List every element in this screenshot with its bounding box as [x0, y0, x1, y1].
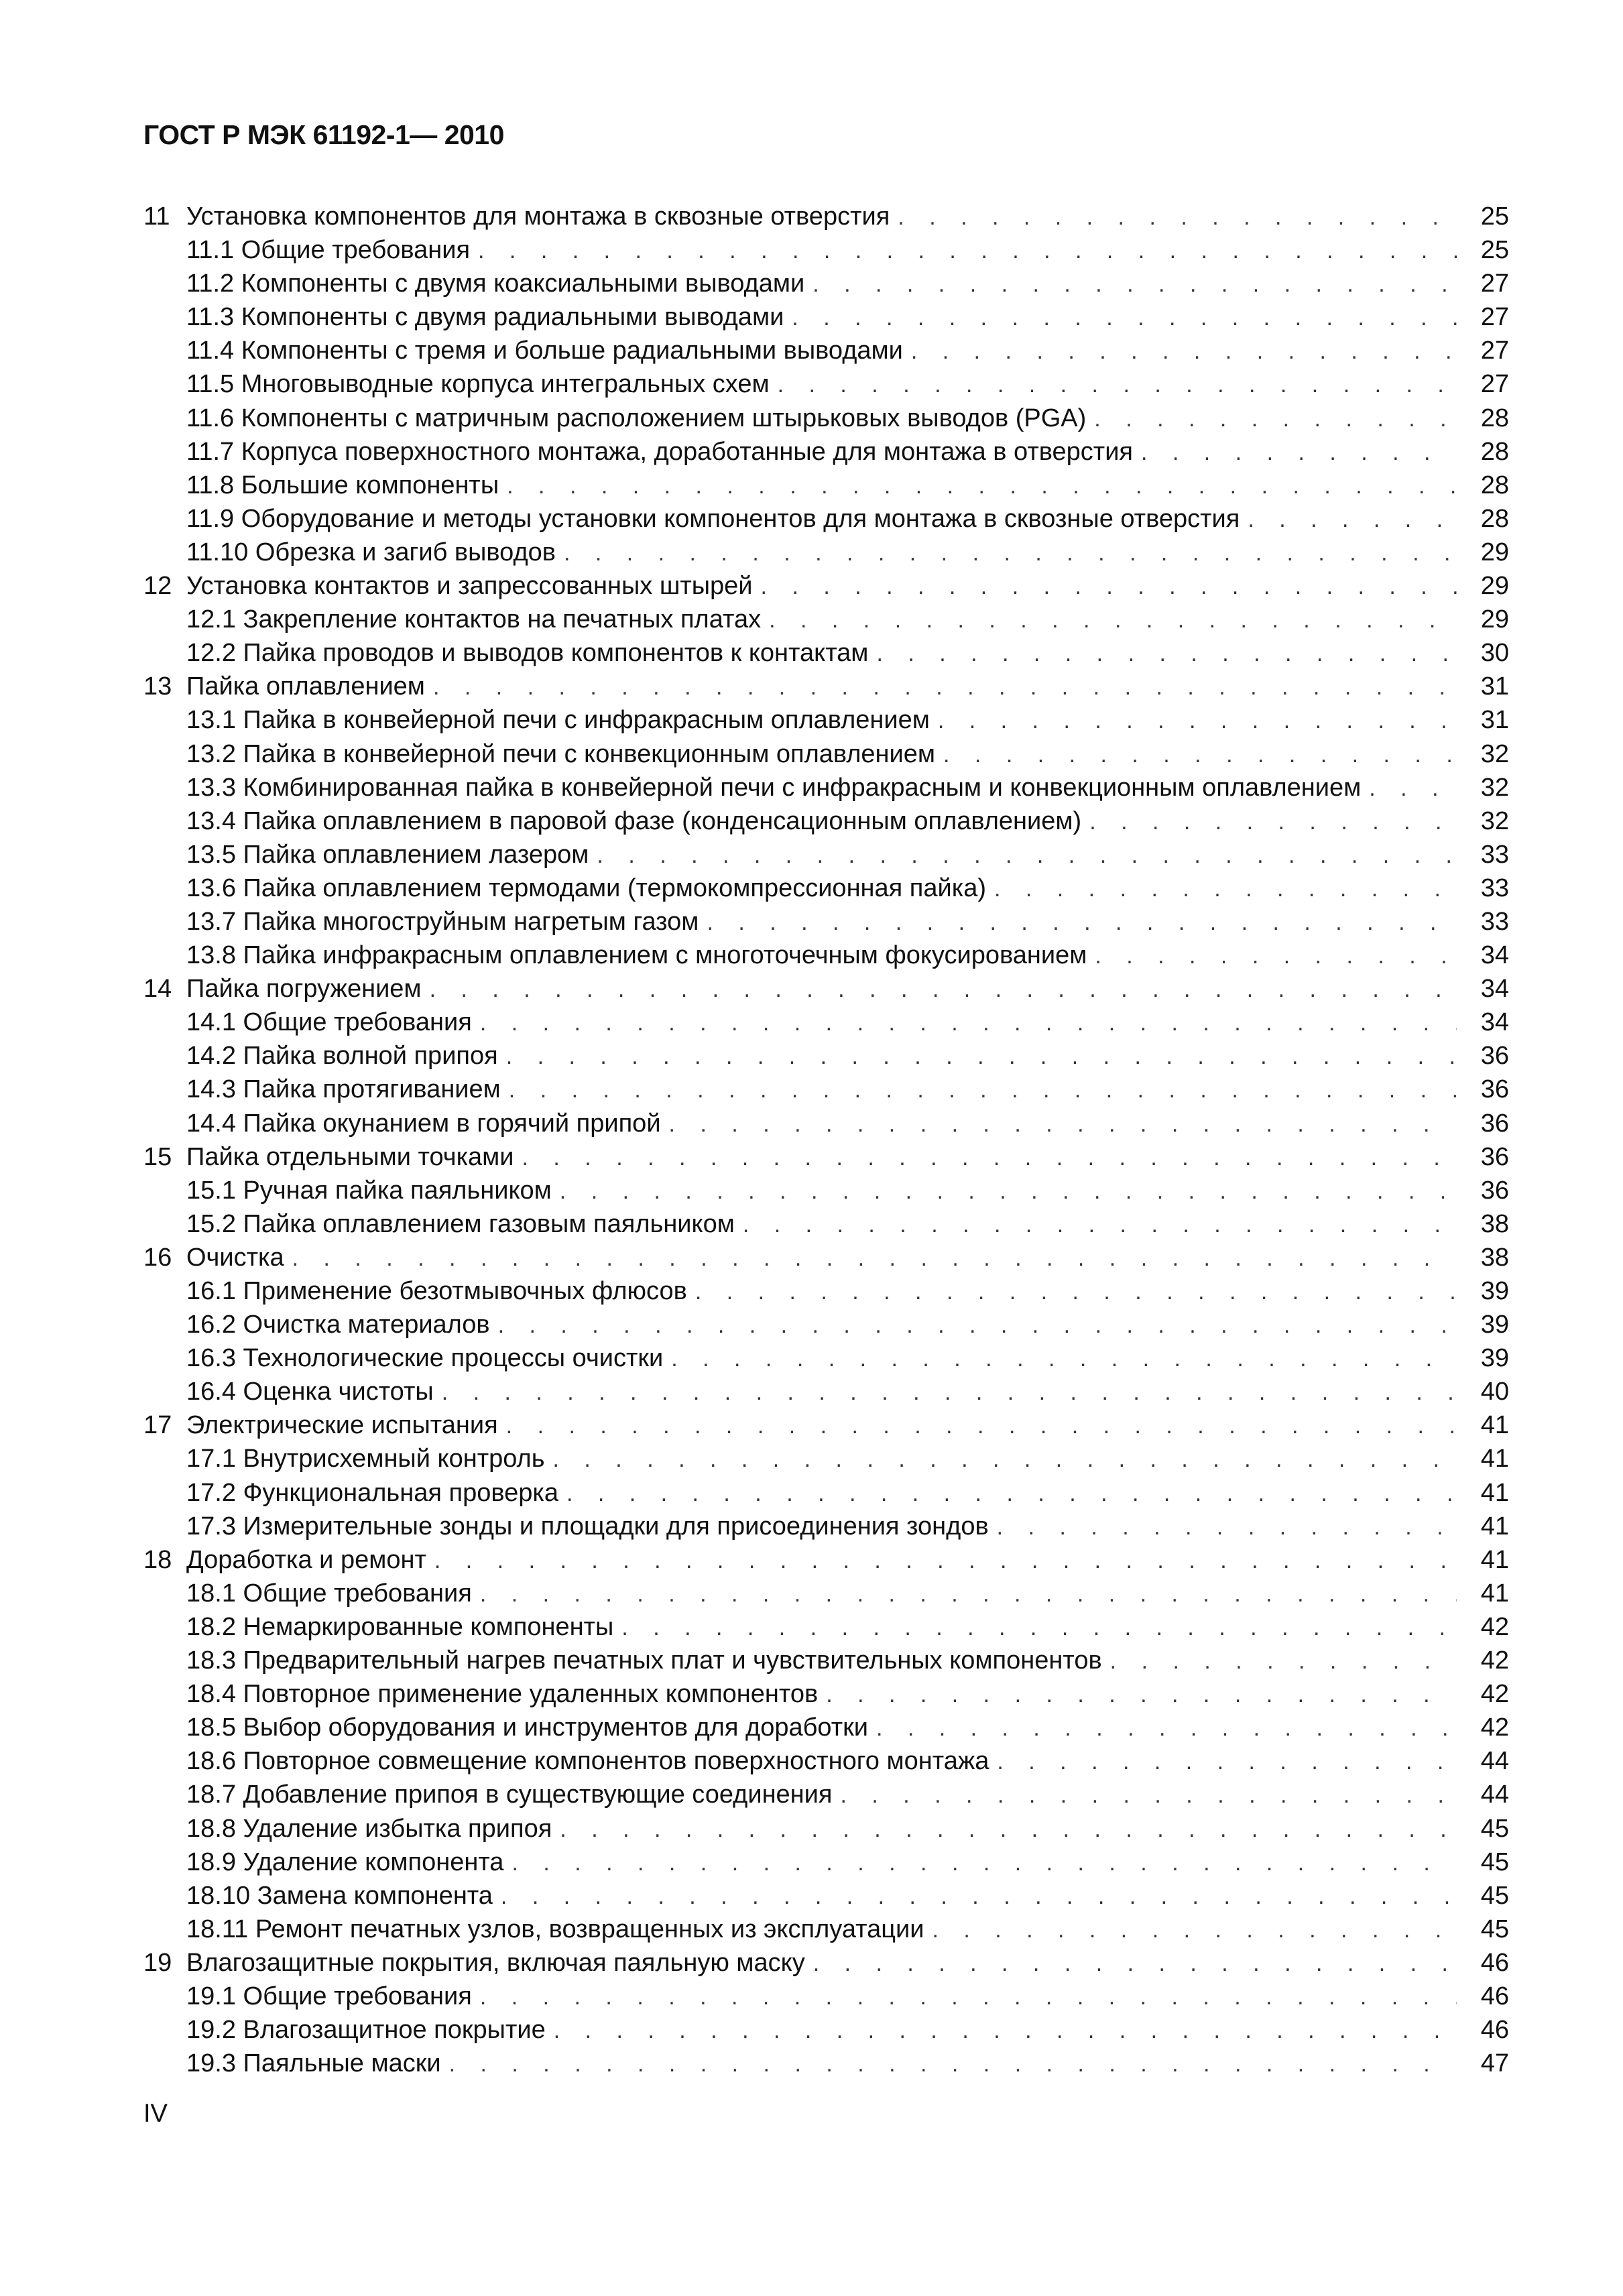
toc-page-number: 32 [1480, 806, 1509, 835]
toc-page-number: 47 [1480, 2049, 1509, 2078]
toc-leader-dots [1248, 503, 1457, 536]
toc-leader-dots [449, 2047, 1457, 2080]
toc-leader-dots [480, 1980, 1457, 2013]
toc-leader-dots [512, 1846, 1457, 1879]
toc-entry-title: 16.3 Технологические процессы очистки [186, 1341, 671, 1375]
toc-page-number: 27 [1480, 269, 1509, 298]
toc-page-number: 40 [1480, 1378, 1509, 1406]
toc-page-number: 39 [1480, 1311, 1509, 1339]
toc-leader-dots [480, 1577, 1457, 1610]
toc-subsection [143, 1913, 1509, 1946]
toc-leader-dots [938, 704, 1457, 737]
toc-entry-title: 18.7 Добавление припоя в существующие соединения [186, 1778, 840, 1811]
toc-leader-dots [434, 1544, 1457, 1577]
toc-section [143, 1543, 1509, 1577]
toc-entry-title: 15.1 Ручная пайка паяльником [186, 1174, 560, 1207]
toc-leader-dots [876, 637, 1457, 670]
document-header: ГОСТ Р МЭК 61192-1— 2010 [143, 119, 504, 150]
toc-subsection [143, 636, 1509, 670]
toc-entry-title: 14.1 Общие требования [186, 1006, 480, 1039]
toc-leader-dots [761, 570, 1457, 603]
toc-page-number: 46 [1480, 1982, 1509, 2010]
toc-leader-dots [1094, 402, 1457, 435]
toc-subsection [143, 469, 1509, 502]
toc-leader-dots [501, 1880, 1457, 1913]
toc-page-number: 27 [1480, 337, 1509, 365]
toc-subsection [143, 1812, 1509, 1846]
toc-entry-title: 11.9 Оборудование и методы установки компонентов для монтажа в сквозные отверстия [186, 502, 1248, 536]
toc-subsection [143, 1677, 1509, 1711]
toc-subsection [143, 1744, 1509, 1778]
toc-page-number: 45 [1480, 1814, 1509, 1843]
toc-leader-dots [792, 301, 1457, 334]
toc-entry-title: 18.9 Удаление компонента [186, 1846, 512, 1879]
toc-page-number: 38 [1480, 1209, 1509, 1238]
toc-page-number: 36 [1480, 1142, 1509, 1171]
toc-page-number: 33 [1480, 840, 1509, 869]
toc-entry-title: 18.10 Замена компонента [186, 1879, 501, 1913]
toc-entry-title: 13.1 Пайка в конвейерной печи с инфракрасным оплавлением [186, 703, 938, 737]
toc-page-number: 33 [1480, 907, 1509, 936]
toc-subsection [143, 1846, 1509, 1879]
toc-entry-title: 15.2 Пайка оплавлением газовым паяльником [186, 1207, 743, 1241]
toc-entry-title: 18.2 Немаркированные компоненты [186, 1610, 621, 1644]
toc-page-number: 41 [1480, 1512, 1509, 1540]
toc-leader-dots [507, 469, 1457, 502]
toc-section-number: 13 [143, 672, 172, 701]
toc-leader-dots [554, 2014, 1457, 2047]
toc-entry-title: 12.2 Пайка проводов и выводов компонентов к контактам [186, 636, 876, 670]
toc-leader-dots [478, 234, 1457, 267]
toc-entry-title: 11.5 Многовыводные корпуса интегральных схем [186, 367, 778, 401]
toc-leader-dots [430, 973, 1457, 1006]
toc-section-number: 18 [143, 1545, 172, 1574]
toc-subsection [143, 1341, 1509, 1375]
toc-page-number: 32 [1480, 773, 1509, 802]
toc-entry-title: 11.10 Обрезка и загиб выводов [186, 536, 564, 569]
toc-subsection [143, 1308, 1509, 1341]
toc-leader-dots [813, 267, 1457, 300]
toc-entry-title: 13.8 Пайка инфракрасным оплавлением с многоточечным фокусированием [186, 939, 1095, 972]
toc-page-number: 41 [1480, 1411, 1509, 1440]
toc-subsection [143, 1207, 1509, 1241]
toc-entry-title: 11.1 Общие требования [186, 233, 478, 267]
toc-page-number: 46 [1480, 1948, 1509, 1977]
toc-section [143, 1140, 1509, 1174]
toc-subsection [143, 502, 1509, 536]
toc-subsection [143, 334, 1509, 367]
toc-page-number: 45 [1480, 1848, 1509, 1876]
toc-section-number: 12 [143, 572, 172, 601]
toc-leader-dots [932, 1913, 1457, 1946]
toc-entry-title: Доработка и ремонт [186, 1543, 434, 1577]
toc-page-number: 34 [1480, 941, 1509, 970]
toc-leader-dots [498, 1309, 1457, 1341]
toc-page-number: 41 [1480, 1478, 1509, 1507]
toc-entry-title: Установка компонентов для монтажа в сквозные отверстия [186, 200, 898, 233]
toc-section-number: 17 [143, 1411, 172, 1440]
toc-page-number: 46 [1480, 2016, 1509, 2045]
toc-subsection [143, 939, 1509, 972]
toc-entry-title: 18.6 Повторное совмещение компонентов поверхностного монтажа [186, 1744, 997, 1778]
toc-section [143, 569, 1509, 603]
toc-subsection [143, 435, 1509, 469]
toc-leader-dots [1095, 939, 1457, 972]
toc-leader-dots [943, 738, 1457, 771]
toc-subsection [143, 536, 1509, 569]
toc-subsection [143, 2013, 1509, 2047]
toc-entry-title: 18.1 Общие требования [186, 1577, 480, 1610]
toc-entry-title: Пайка отдельными точками [186, 1140, 522, 1174]
toc-page-number: 44 [1480, 1747, 1509, 1776]
toc-leader-dots [509, 1073, 1457, 1106]
toc-leader-dots [743, 1208, 1457, 1241]
toc-entry-title: Пайка оплавлением [186, 670, 433, 703]
toc-entry-title: 11.7 Корпуса поверхностного монтажа, доработанные для монтажа в отверстия [186, 435, 1141, 469]
toc-entry-title: 11.8 Большие компоненты [186, 469, 507, 502]
toc-page-number: 36 [1480, 1042, 1509, 1071]
toc-page-number: 30 [1480, 639, 1509, 668]
toc-subsection [143, 402, 1509, 435]
toc-leader-dots [560, 1813, 1457, 1846]
toc-entry-title: 19.2 Влагозащитное покрытие [186, 2013, 554, 2047]
toc-page-number: 34 [1480, 975, 1509, 1004]
toc-section [143, 1241, 1509, 1274]
toc-subsection [143, 905, 1509, 939]
toc-subsection [143, 1577, 1509, 1610]
toc-page-number: 29 [1480, 538, 1509, 566]
toc-leader-dots [911, 335, 1457, 367]
toc-page-number: 31 [1480, 672, 1509, 701]
toc-entry-title: 16.1 Применение безотмывочных флюсов [186, 1274, 695, 1308]
toc-section-number: 19 [143, 1948, 172, 1977]
toc-page-number: 41 [1480, 1545, 1509, 1574]
toc-leader-dots [1110, 1644, 1457, 1677]
toc-subsection [143, 1073, 1509, 1106]
toc-leader-dots [840, 1778, 1457, 1811]
table-of-contents [143, 200, 1509, 2080]
toc-leader-dots [707, 906, 1457, 939]
toc-section [143, 670, 1509, 703]
toc-page-number: 44 [1480, 1780, 1509, 1809]
toc-leader-dots [560, 1174, 1457, 1207]
toc-entry-title: 13.4 Пайка оплавлением в паровой фазе (конденсационным оплавлением) [186, 804, 1089, 838]
toc-subsection [143, 1375, 1509, 1408]
toc-entry-title: 13.7 Пайка многоструйным нагретым газом [186, 905, 707, 939]
toc-subsection [143, 233, 1509, 267]
toc-subsection [143, 300, 1509, 334]
toc-entry-title: 13.6 Пайка оплавлением термодами (термокомпрессионная пайка) [186, 871, 994, 905]
toc-leader-dots [1369, 772, 1457, 804]
toc-section-number: 16 [143, 1243, 172, 1272]
toc-subsection [143, 1711, 1509, 1744]
toc-page-number: 28 [1480, 504, 1509, 533]
toc-entry-title: 11.2 Компоненты с двумя коаксиальными выводами [186, 267, 813, 300]
toc-leader-dots [769, 603, 1457, 636]
page-number: IV [143, 2100, 168, 2128]
toc-entry-title: 13.2 Пайка в конвейерной печи с конвекционным оплавлением [186, 737, 943, 771]
toc-entry-title: 11.4 Компоненты с тремя и больше радиальными выводами [186, 334, 911, 367]
toc-entry-title: 11.3 Компоненты с двумя радиальными выводами [186, 300, 792, 334]
toc-leader-dots [292, 1242, 1457, 1274]
toc-leader-dots [813, 1947, 1457, 1980]
toc-leader-dots [778, 368, 1457, 401]
toc-subsection [143, 804, 1509, 838]
toc-section-number: 15 [143, 1142, 172, 1171]
toc-subsection [143, 1442, 1509, 1475]
toc-entry-title: 18.4 Повторное применение удаленных компонентов [186, 1677, 826, 1711]
toc-page-number: 39 [1480, 1344, 1509, 1373]
toc-leader-dots [826, 1678, 1457, 1711]
toc-subsection [143, 1980, 1509, 2013]
toc-page-number: 27 [1480, 303, 1509, 332]
toc-entry-title: Установка контактов и запрессованных штырей [186, 569, 761, 603]
toc-page-number: 42 [1480, 1646, 1509, 1675]
toc-entry-title: 13.3 Комбинированная пайка в конвейерной печи с инфракрасным и конвекционным оплавлением [186, 771, 1369, 804]
toc-entry-title: 13.5 Пайка оплавлением лазером [186, 838, 597, 871]
toc-leader-dots [480, 1006, 1457, 1039]
toc-leader-dots [898, 200, 1457, 233]
toc-leader-dots [597, 839, 1457, 871]
toc-leader-dots [553, 1443, 1457, 1475]
toc-section-number: 14 [143, 975, 172, 1004]
toc-subsection [143, 1006, 1509, 1039]
toc-page-number: 29 [1480, 572, 1509, 601]
toc-entry-title: 18.3 Предварительный нагрев печатных плат и чувствительных компонентов [186, 1644, 1110, 1677]
toc-entry-title: 14.2 Пайка волной припоя [186, 1039, 506, 1073]
toc-section-number: 11 [143, 202, 170, 231]
toc-leader-dots [997, 1510, 1457, 1543]
toc-entry-title: 18.8 Удаление избытка припоя [186, 1812, 560, 1846]
toc-subsection [143, 1610, 1509, 1644]
toc-section [143, 1946, 1509, 1980]
toc-subsection [143, 1644, 1509, 1677]
toc-page-number: 28 [1480, 404, 1509, 432]
toc-page-number: 34 [1480, 1008, 1509, 1037]
toc-leader-dots [442, 1376, 1457, 1408]
toc-subsection [143, 1510, 1509, 1543]
toc-entry-title: 17.1 Внутрисхемный контроль [186, 1442, 553, 1475]
toc-page-number: 42 [1480, 1612, 1509, 1641]
toc-subsection [143, 838, 1509, 871]
toc-leader-dots [506, 1040, 1457, 1073]
toc-page-number: 42 [1480, 1680, 1509, 1709]
toc-subsection [143, 703, 1509, 737]
toc-entry-title: Пайка погружением [186, 972, 430, 1006]
toc-leader-dots [522, 1141, 1457, 1174]
toc-page-number: 25 [1480, 236, 1509, 265]
toc-leader-dots [669, 1107, 1457, 1140]
toc-leader-dots [1141, 436, 1457, 469]
toc-entry-title: 14.3 Пайка протягиванием [186, 1073, 509, 1106]
toc-entry-title: Влагозащитные покрытия, включая паяльную маску [186, 1946, 813, 1980]
toc-subsection [143, 2047, 1509, 2080]
toc-leader-dots [997, 1745, 1457, 1778]
toc-page-number: 36 [1480, 1176, 1509, 1205]
toc-leader-dots [564, 536, 1457, 569]
toc-subsection [143, 1039, 1509, 1073]
toc-entry-title: Электрические испытания [186, 1408, 506, 1442]
toc-subsection [143, 367, 1509, 401]
toc-entry-title: 17.3 Измерительные зонды и площадки для присоединения зондов [186, 1510, 997, 1543]
toc-entry-title: 16.4 Оценка чистоты [186, 1375, 442, 1408]
toc-page-number: 36 [1480, 1075, 1509, 1104]
toc-page-number: 28 [1480, 471, 1509, 499]
toc-page-number: 42 [1480, 1713, 1509, 1742]
toc-page-number: 41 [1480, 1579, 1509, 1608]
toc-leader-dots [876, 1711, 1457, 1744]
toc-page-number: 25 [1480, 202, 1509, 231]
toc-subsection [143, 871, 1509, 905]
toc-section [143, 200, 1509, 233]
toc-leader-dots [506, 1409, 1457, 1442]
toc-subsection [143, 1174, 1509, 1207]
toc-entry-title: 17.2 Функциональная проверка [186, 1476, 566, 1510]
toc-page-number: 28 [1480, 437, 1509, 466]
toc-page-number: 41 [1480, 1445, 1509, 1473]
toc-subsection [143, 1274, 1509, 1308]
toc-leader-dots [695, 1275, 1457, 1308]
toc-leader-dots [621, 1611, 1457, 1644]
toc-entry-title: 18.5 Выбор оборудования и инструментов для доработки [186, 1711, 876, 1744]
toc-entry-title: 11.6 Компоненты с матричным расположением штырьковых выводов (PGA) [186, 402, 1094, 435]
toc-entry-title: 12.1 Закрепление контактов на печатных платах [186, 603, 769, 636]
toc-entry-title: Очистка [186, 1241, 292, 1274]
toc-page-number: 45 [1480, 1881, 1509, 1910]
toc-section [143, 1408, 1509, 1442]
toc-page-number: 39 [1480, 1277, 1509, 1305]
toc-leader-dots [994, 872, 1457, 905]
toc-subsection [143, 1879, 1509, 1913]
toc-entry-title: 18.11 Ремонт печатных узлов, возвращенных из эксплуатации [186, 1913, 932, 1946]
toc-entry-title: 16.2 Очистка материалов [186, 1308, 498, 1341]
toc-subsection [143, 603, 1509, 636]
toc-leader-dots [671, 1342, 1457, 1375]
toc-page-number: 32 [1480, 739, 1509, 768]
toc-page-number: 36 [1480, 1109, 1509, 1138]
toc-subsection [143, 1476, 1509, 1510]
toc-section [143, 972, 1509, 1006]
toc-leader-dots [1089, 805, 1457, 838]
toc-leader-dots [433, 670, 1457, 703]
toc-page-number: 29 [1480, 605, 1509, 634]
toc-entry-title: 19.3 Паяльные маски [186, 2047, 449, 2080]
toc-entry-title: 14.4 Пайка окунанием в горячий припой [186, 1107, 669, 1140]
toc-subsection [143, 1778, 1509, 1811]
toc-page-number: 45 [1480, 1915, 1509, 1943]
toc-subsection [143, 1107, 1509, 1140]
toc-entry-title: 19.1 Общие требования [186, 1980, 480, 2013]
toc-subsection [143, 267, 1509, 300]
toc-subsection [143, 771, 1509, 804]
toc-page-number: 38 [1480, 1243, 1509, 1272]
toc-page-number: 31 [1480, 706, 1509, 735]
toc-page-number: 33 [1480, 873, 1509, 902]
toc-leader-dots [566, 1477, 1457, 1510]
toc-subsection [143, 737, 1509, 771]
toc-page-number: 27 [1480, 370, 1509, 399]
